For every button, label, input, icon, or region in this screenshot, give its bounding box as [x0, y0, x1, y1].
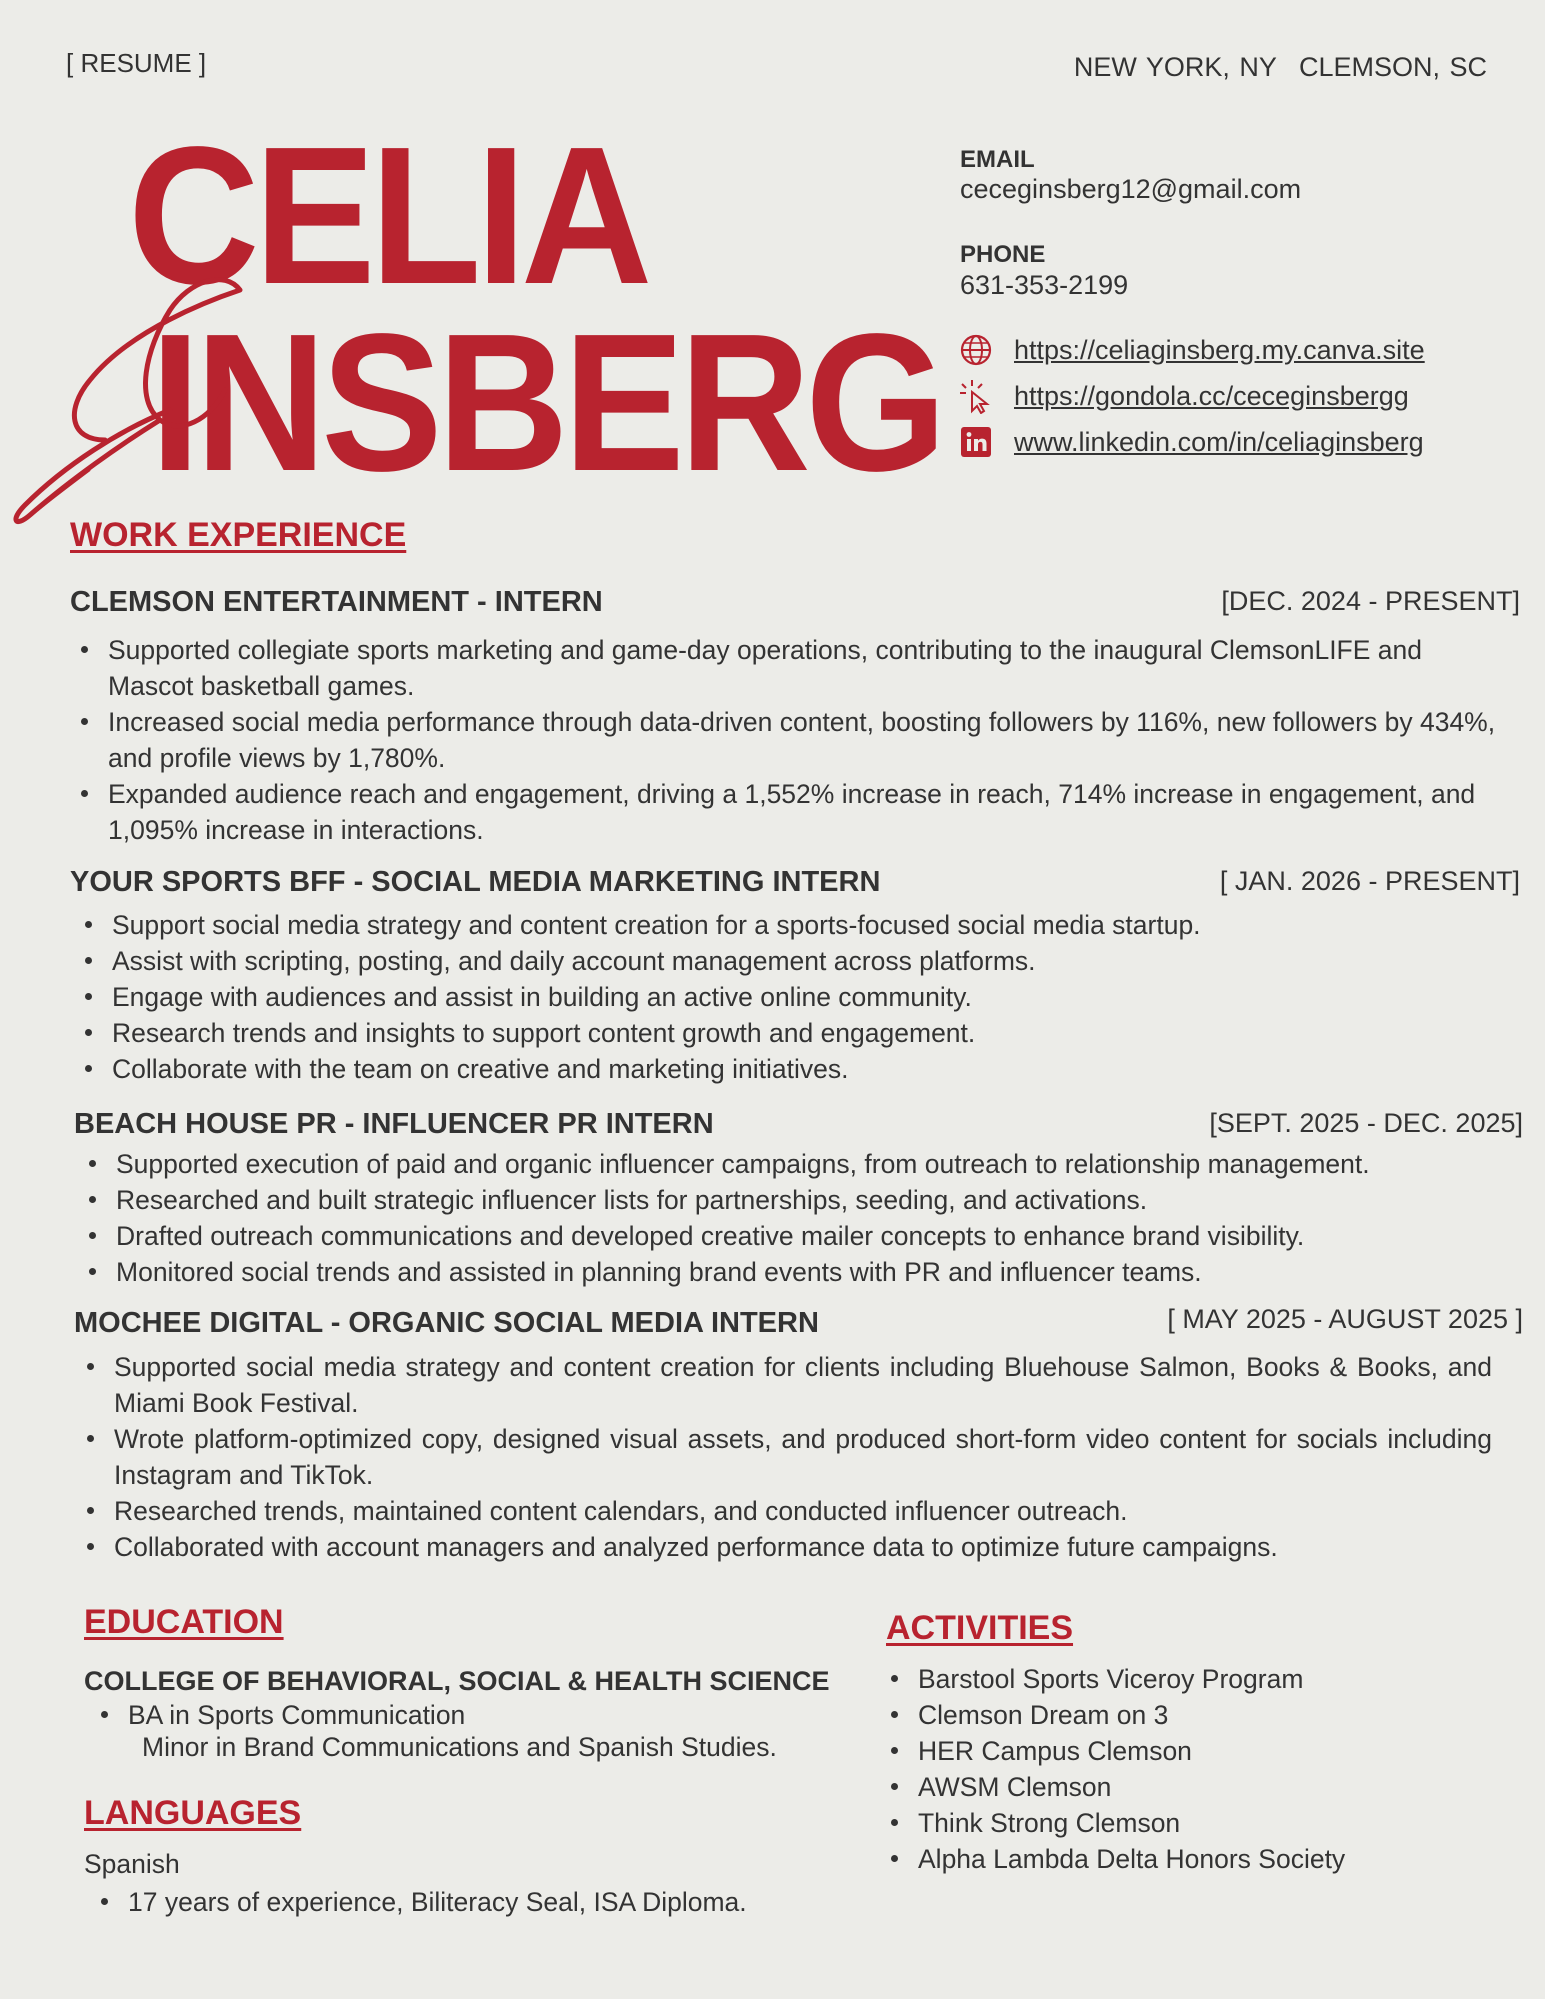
- job-title: MOCHEE DIGITAL - ORGANIC SOCIAL MEDIA INTERN: [74, 1307, 819, 1339]
- minor: Minor in Brand Communications and Spanish Studies.: [142, 1732, 777, 1762]
- job-date: [ JAN. 2026 - PRESENT]: [1219, 866, 1520, 896]
- gondola-link-row[interactable]: [958, 378, 1409, 414]
- script-g-flourish: [10, 270, 270, 530]
- job-date: [ MAY 2025 - AUGUST 2025 ]: [1167, 1304, 1523, 1334]
- list-item: Think Strong Clemson: [880, 1805, 1500, 1841]
- email-value: ceceginsberg12@gmail.com: [960, 174, 1302, 204]
- list-item: Barstool Sports Viceroy Program: [880, 1661, 1500, 1697]
- last-name: INSBERG: [150, 293, 942, 512]
- languages-heading: LANGUAGES: [84, 1794, 302, 1832]
- list-item: HER Campus Clemson: [880, 1733, 1500, 1769]
- list-item: Increased social media performance through data-driven content, boosting followers by 116%, new followers by 434%, and profile views by 1,780%.: [70, 704, 1510, 776]
- education-bullets: [90, 1697, 850, 1733]
- job-bullets: [74, 907, 1504, 1087]
- list-item: Support social media strategy and content creation for a sports-focused social media startup.: [74, 907, 1504, 943]
- language-name: Spanish: [84, 1849, 180, 1879]
- list-item: Expanded audience reach and engagement, driving a 1,552% increase in reach, 714% increase in engagement, and 1,095% increase in interactions.: [70, 776, 1510, 848]
- list-item: Drafted outreach communications and developed creative mailer concepts to enhance brand visibility.: [78, 1218, 1508, 1254]
- linkedin-icon: [958, 424, 994, 460]
- job-title: BEACH HOUSE PR - INFLUENCER PR INTERN: [74, 1108, 714, 1140]
- list-item: AWSM Clemson: [880, 1769, 1500, 1805]
- resume-tag: [ RESUME ]: [66, 48, 207, 78]
- job-date: [SEPT. 2025 - DEC. 2025]: [1209, 1108, 1523, 1138]
- website-link[interactable]: https://celiaginsberg.my.canva.site: [1014, 334, 1425, 365]
- job-bullets: [76, 1349, 1492, 1565]
- education-heading: EDUCATION: [84, 1603, 284, 1641]
- location-new-york: NEW YORK, NY: [1073, 52, 1277, 82]
- degree: BA in Sports Communication: [90, 1697, 850, 1733]
- globe-icon: [958, 332, 994, 368]
- work-experience-heading: WORK EXPERIENCE: [70, 516, 407, 554]
- list-item: Research trends and insights to support content growth and engagement.: [74, 1015, 1504, 1051]
- gondola-link[interactable]: https://gondola.cc/ceceginsbergg: [1014, 380, 1409, 411]
- job-bullets: [78, 1146, 1508, 1290]
- email-label: EMAIL: [960, 146, 1035, 173]
- list-item: Researched and built strategic influencer lists for partnerships, seeding, and activations.: [78, 1182, 1508, 1218]
- job-title: YOUR SPORTS BFF - SOCIAL MEDIA MARKETING INTERN: [70, 866, 881, 898]
- website-link-row[interactable]: [958, 332, 1425, 368]
- list-item: Assist with scripting, posting, and daily account management across platforms.: [74, 943, 1504, 979]
- list-item: Monitored social trends and assisted in planning brand events with PR and influencer teams.: [78, 1254, 1508, 1290]
- list-item: Researched trends, maintained content calendars, and conducted influencer outreach.: [76, 1493, 1492, 1529]
- first-name: CELIA: [128, 106, 647, 325]
- language-detail: 17 years of experience, Biliteracy Seal, ISA Diploma.: [90, 1884, 850, 1920]
- linkedin-link[interactable]: www.linkedin.com/in/celiaginsberg: [1014, 426, 1424, 457]
- cursor-click-icon: [958, 378, 994, 414]
- list-item: Supported execution of paid and organic influencer campaigns, from outreach to relationship management.: [78, 1146, 1508, 1182]
- list-item: Collaborated with account managers and analyzed performance data to optimize future campaigns.: [76, 1529, 1492, 1565]
- list-item: Collaborate with the team on creative and marketing initiatives.: [74, 1051, 1504, 1087]
- location-clemson: CLEMSON, SC: [1298, 52, 1487, 82]
- list-item: Alpha Lambda Delta Honors Society: [880, 1841, 1500, 1877]
- list-item: Supported collegiate sports marketing and game-day operations, contributing to the inaugural ClemsonLIFE and Mascot basketball games.: [70, 632, 1510, 704]
- job-bullets: [70, 632, 1510, 848]
- job-date: [DEC. 2024 - PRESENT]: [1221, 586, 1520, 616]
- phone-value: 631-353-2199: [960, 270, 1129, 300]
- activities-heading: ACTIVITIES: [886, 1609, 1074, 1647]
- list-item: Engage with audiences and assist in building an active online community.: [74, 979, 1504, 1015]
- job-title: CLEMSON ENTERTAINMENT - INTERN: [70, 586, 603, 618]
- locations: [1074, 52, 1487, 83]
- activities-list: [880, 1661, 1500, 1877]
- language-bullets: [90, 1884, 850, 1920]
- list-item: Supported social media strategy and content creation for clients including Bluehouse Salmon, Books & Books, and Miami Book Festival.: [76, 1349, 1492, 1421]
- list-item: Wrote platform-optimized copy, designed visual assets, and produced short-form video content for socials including Instagram and TikTok.: [76, 1421, 1492, 1493]
- phone-label: PHONE: [960, 241, 1046, 268]
- linkedin-link-row[interactable]: [958, 424, 1424, 460]
- school-name: COLLEGE OF BEHAVIORAL, SOCIAL & HEALTH SCIENCE: [84, 1666, 830, 1696]
- list-item: Clemson Dream on 3: [880, 1697, 1500, 1733]
